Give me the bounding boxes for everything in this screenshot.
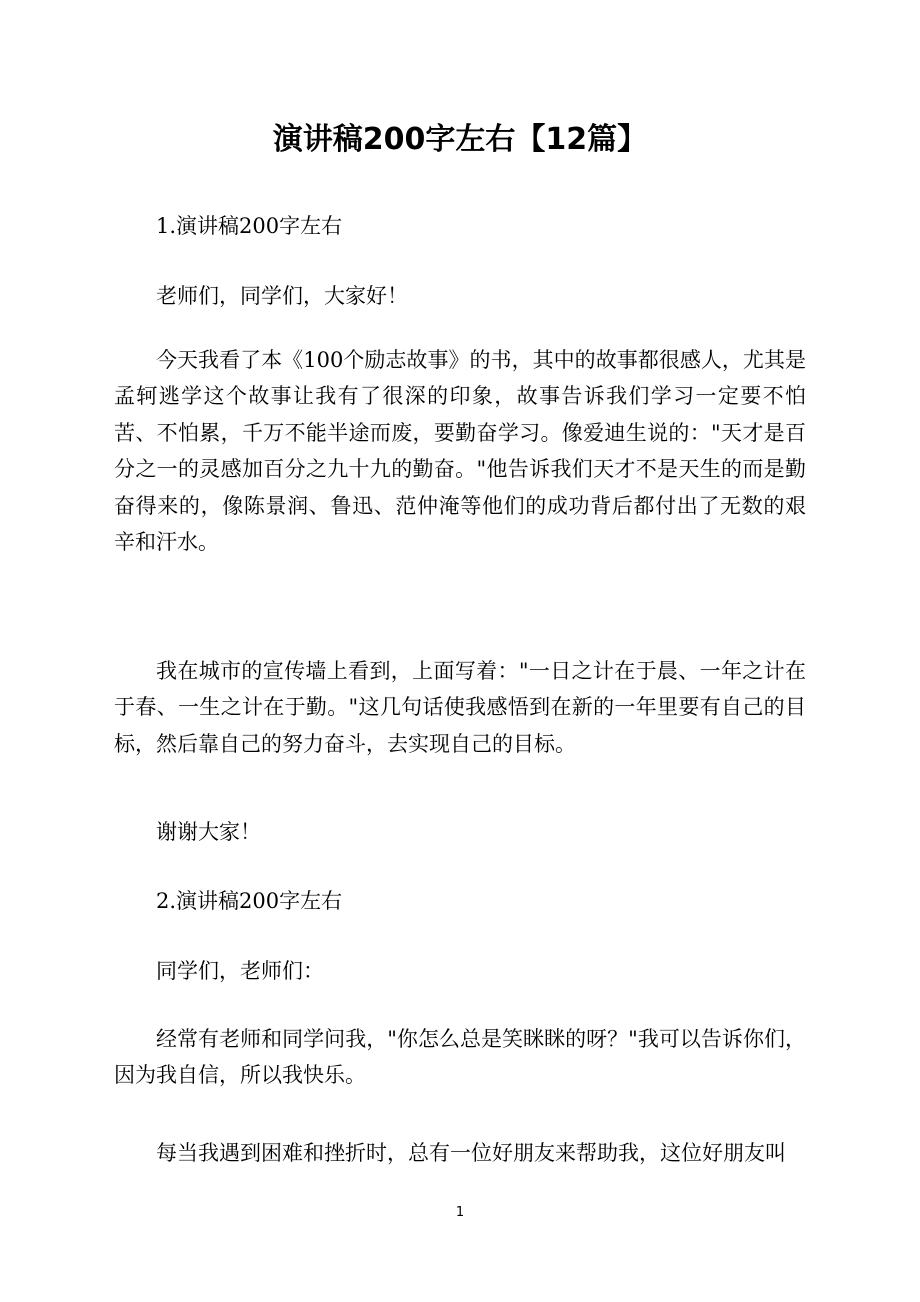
section-heading-2: 2.演讲稿200字左右	[156, 889, 343, 913]
paragraph-wall-slogan: 我在城市的宣传墙上看到，上面写着："一日之计在于晨、一年之计在于春、一生之计在于勤。"这几句话使我感悟到在新的一年里要有自己的目标，然后靠自己的努力奋斗，去实现自己的目标。	[114, 659, 806, 756]
section-heading-1: 1.演讲稿200字左右	[156, 214, 343, 238]
document-title: 演讲稿200字左右【12篇】	[272, 122, 648, 157]
paragraph-greeting-2: 同学们，老师们：	[156, 959, 324, 983]
paragraph-friend: 每当我遇到困难和挫折时，总有一位好朋友来帮助我，这位好朋友叫	[156, 1141, 786, 1165]
page-number: 1	[455, 1205, 465, 1220]
paragraph-thanks: 谢谢大家！	[156, 820, 261, 844]
paragraph-story: 今天我看了本《100个励志故事》的书，其中的故事都很感人，尤其是孟轲逃学这个故事让我有了很深的印象，故事告诉我们学习一定要不怕苦、不怕累，千万不能半途而废，要勤奋学习。像爱迪生说的："天才是百分之一的灵感加百分之九十九的勤奋。"他告诉我们天才不是天生的而是勤奋得来的，像陈景润、鲁迅、范仲淹等他们的成功背后都付出了无数的艰辛和汗水。	[114, 348, 806, 555]
paragraph-smile: 经常有老师和同学问我，"你怎么总是笑眯眯的呀？"我可以告诉你们，因为我自信，所以我快乐。	[114, 1027, 806, 1088]
paragraph-greeting: 老师们，同学们，大家好！	[156, 284, 408, 308]
